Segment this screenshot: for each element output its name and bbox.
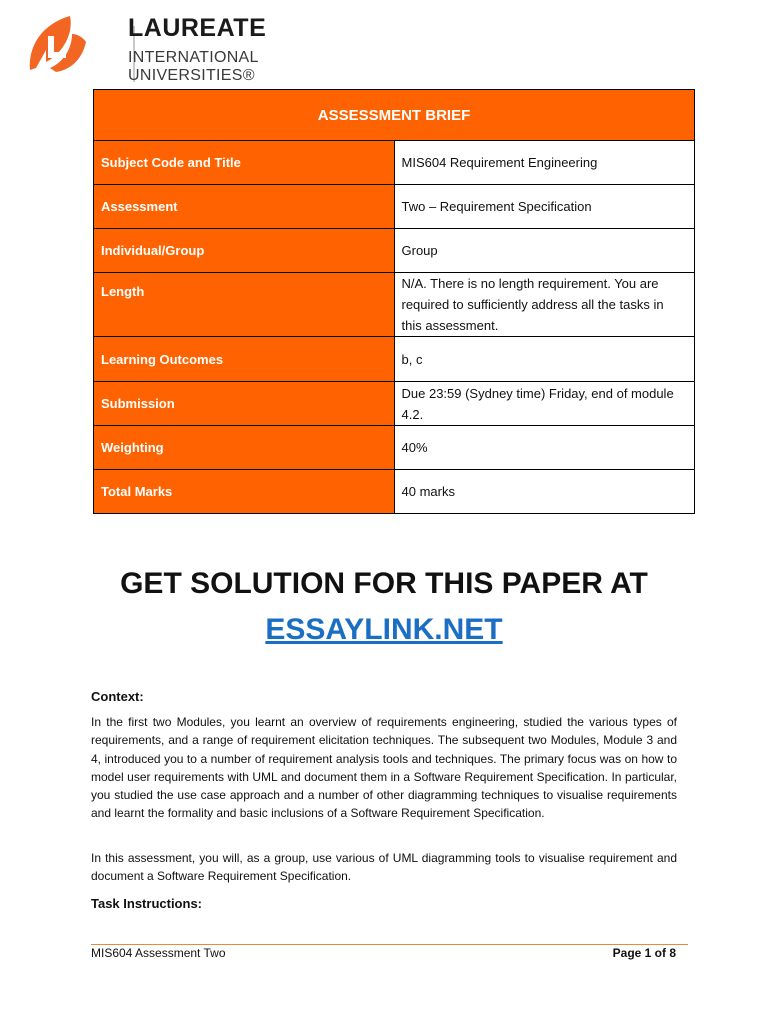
row-value: 40% [394, 426, 695, 470]
table-row [94, 470, 695, 514]
row-label: Weighting [94, 426, 395, 470]
laureate-leaf-icon [26, 12, 90, 74]
footer-page-number: Page 1 of 8 [612, 946, 676, 960]
context-heading: Context: [91, 689, 144, 704]
table-row [94, 229, 695, 273]
table-header: ASSESSMENT BRIEF [94, 90, 695, 141]
table-row [94, 382, 695, 426]
essaylink-link[interactable]: ESSAYLINK.NET [265, 613, 503, 646]
row-label: Total Marks [94, 470, 395, 514]
footer-document-title: MIS604 Assessment Two [91, 946, 226, 960]
row-value: Group [394, 229, 695, 273]
row-value: 40 marks [394, 470, 695, 514]
row-label: Individual/Group [94, 229, 395, 273]
table-row [94, 337, 695, 382]
table-row [94, 185, 695, 229]
solution-promo-heading: GET SOLUTION FOR THIS PAPER AT [120, 567, 648, 600]
row-label: Learning Outcomes [94, 337, 395, 382]
logo-line-laureate: LAUREATE [128, 14, 267, 42]
laureate-logo [26, 12, 271, 84]
table-row [94, 273, 695, 337]
row-label: Submission [94, 382, 395, 426]
row-value: Due 23:59 (Sydney time) Friday, end of module 4.2. [394, 382, 695, 426]
footer-divider [91, 944, 688, 945]
context-paragraph-2: In this assessment, you will, as a group, use various of UML diagramming tools to visualise requirement and document a Software Requirement Specification. [91, 851, 677, 884]
logo-line-universities: UNIVERSITIES® [128, 67, 255, 84]
table-row [94, 426, 695, 470]
task-instructions-heading: Task Instructions: [91, 896, 203, 911]
table-row [94, 141, 695, 185]
row-value: b, c [394, 337, 695, 382]
row-label: Subject Code and Title [94, 141, 395, 185]
context-paragraph-1: In the first two Modules, you learnt an overview of requirements engineering, studied the various types of requirements, and a range of requirement elicitation techniques. The subsequent two Modules, Module 3 and 4, introduced you to a number of requirement analysis tools and techniques. The primary focus was on how to model user requirements with UML and document them in a Software Requirement Specification. In particular, you studied the use case approach and a number of other diagramming techniques to visualise requirements and learnt the formality and basic inclusions of a Software Requirement Specification. [91, 715, 677, 821]
row-label: Assessment [94, 185, 395, 229]
row-value: MIS604 Requirement Engineering [394, 141, 695, 185]
table-header-row [94, 90, 695, 141]
assessment-brief-table [93, 89, 695, 514]
row-value: N/A. There is no length requirement. You are required to sufficiently address all the tasks in this assessment. [394, 273, 695, 337]
logo-line-international: INTERNATIONAL [128, 49, 259, 66]
row-value: Two – Requirement Specification [394, 185, 695, 229]
essaylink-link-wrapper [0, 613, 768, 647]
row-label: Length [94, 273, 395, 337]
